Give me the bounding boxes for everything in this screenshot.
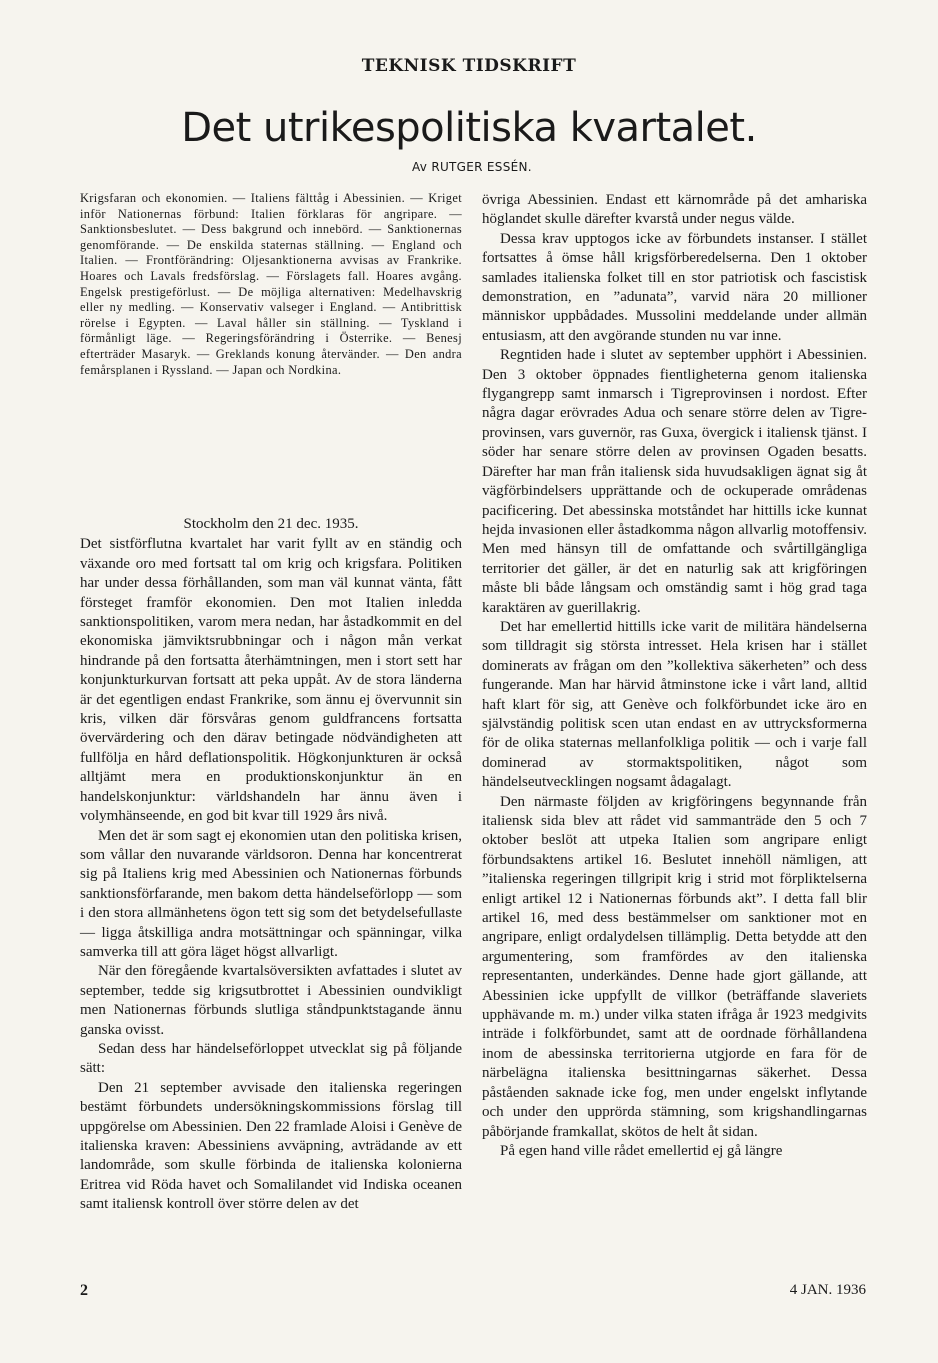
paragraph: Det har emellertid hittills icke varit de militära händelserna som tilldragit sig största intresset. Hela krisen har i stället dominerats av frågan om den ”kollektiva säkerheten” och dess fungerande. Man har härvid åtminstone icke i vårt land, alltid haft klart för sig, att Genève och folkförbundet icke äro en självständig politisk scen utan endast en av uttrycksformerna för de olika staternas mellanfolkliga politik — och i varje fall dominerad av stormaktspolitiken, något som händelseutvecklingen nogsamt ådagalagt. [482,618,867,791]
paragraph: Den 21 september avvisade den italienska regeringen bestämt förbundets undersökningskommissions förslag till uppgörelse om Abessinien. Den 22 framlade Aloisi i Genève de italienska kraven: Abessiniens avväpning, avträdande av ett landområde, som skulle förbinda de italienska kolonierna Eritrea vid Röda havet och Somalilandet vid Indiska oceanen samt italiensk kontroll över större delen av det [80,1079,462,1213]
paragraph: övriga Abessinien. Endast ett kärnområde på det amhariska höglandet skulle därefter kvarstå under negus välde. [482,192,867,228]
paragraph: Regntiden hade i slutet av september upphört i Abessinien. Den 3 oktober öppnades fientligheterna genom italienska flygangrepp samt inmarsch i Tigreprovinsen i nordost. Efter några dagar erövrades Adua och senare större delen av Tigre-provinsen, vars guvernör, ras Guxa, övergick i italiensk tjänst. I söder har senare större delen av provinsen Ogaden besatts. Därefter har man från italiensk sida huvudsakligen ägnat sig åt vägförbindelsers upprättande och de ockuperade områdenas pacificering. Det abessinska motståndet har hittills icke kunnat hejda invasionen eller åstadkomma någon allvarlig motoffensiv. Men med hänsyn till de omfattande och svårtillgängliga territorier det gäller, är det en naturlig sak att krigföringen måste bli både långsam och omständig samt i hög grad taga karaktären av guerillakrig. [482,347,867,616]
paragraph: Men det är som sagt ej ekonomien utan den politiska krisen, som vållar den nuvarande världsoron. Denna har koncentrerat sig på Italiens krig med Abessinien och Nationernas förbunds sanktionsförfarande, men bakom detta händelseförlopp — som i den stora allmänhetens ögon tett sig som det betydelsefullaste — ligga åtskilliga andra motsättningar och spänningar, vilka samverka till att göra läget högst allvarligt. [80,827,462,960]
masthead: TEKNISK TIDSKRIFT [361,56,577,76]
paragraph: Sedan dess har händelseförloppet utvecklat sig på följande sätt: [80,1040,462,1077]
byline: Av RUTGER ESSÉN. [412,160,532,174]
page-number: 2 [80,1282,88,1299]
paragraph: Det sistförflutna kvartalet har varit fyllt av en ständig och växande oro med fortsatt tal om krig och krigsfara. Politiken har under dessa förhållanden, som man väl kunnat vänta, fått försteget framför ekonomien. Den mot Italien inledda sanktionspolitiken, varom mera nedan, har åstadkommit en del ekonomiska jämviktsrubbningar och i någon mån verkat hindrande på den fortsatta återhämtningen, men i stort sett har konjunkturkurvan fortsatt att peka uppåt. Av de stora länderna är det egentligen endast Frankrike, som ännu ej övervunnit sin kris, vilken där försvåras genom guldfrancens fortsatta övervärdering och den därav betingade nödvändigheten att fullfölja en hård deflationspolitik. Högkonjunkturen är också alltjämt mera en produktionskonjunktur än en handelskonjunktur: världshandeln har ännu även i volymhänseende, en god bit kvar till 1929 års nivå. [80,536,462,825]
paragraph: Den närmaste följden av krigföringens begynnande från italiensk sida blev att rådet vid sammanträde den 5 och 7 oktober beslöt att utpeka Italien som angripare enligt förbundsaktens artikel 16. Beslutet innehöll nämligen, att ”italienska regeringen tillgripit krig i strid mot förpliktelserna enligt artikel 12 i Nationernas förbunds akt”. I detta fall blir artikel 16, med dess bestämmelser om sanktioner mot en angripare, enligt ordalydelsen tillämplig. Detta betydde att den argumentering, som framfördes av den italienska representanten, underkändes. Denne hade gjort gällande, att Abessinien icke uppfyllt de villkor (beträffande slaveriets upphävande m. m.) under vilka staten ifråga år 1923 medgivits inträde i folkförbundet, samt att de oordnade förhållandena inom de abessinska territorierna utgjorde en fara för de närbelägna italienska besittningarnas säkerhet. Dessa påståenden saknade icke fog, men under engelskt inflytande och under den upprörda stämning, som krigshandlingarnas påbörjande framkallat, skötos de helt åt sidan. [482,793,867,1140]
dateline: Stockholm den 21 dec. 1935. [183,516,359,532]
article-title: Det utrikespolitiska kvartalet. [181,105,757,151]
article-summary: Krigsfaran och ekonomien. — Italiens fälttåg i Abessinien. — Kriget inför Nationernas förbund: Italien förklaras för angripare. — Sanktionsbeslutet. — Dess bakgrund och innebörd. — Sanktionernas genomförande. — De enskilda staternas ställning. — England och Italien. — Frontförändring: Oljesanktionerna avvisas av Frankrike. Hoares och Lavals fredsförslag. — Förslagets fall. Hoares avgång. Engelsk prestigeförlust. — De möjliga alternativen: Medelhavskrig eller ny medling. — Konservativ valseger i England. — Antibrittisk rörelse i Egypten. — Laval håller sin ställning. — Tyskland i förmånligt läge. — Regeringsförändring i Österrike. — Benesj efterträder Masaryk. — Greklands konung återvänder. — Den andra femårsplanen i Ryssland. — Japan och Nordkina. [80,191,462,377]
left-column [80,515,462,1215]
paragraph: När den föregående kvartalsöversikten avfattades i slutet av september, tedde sig krigsutbrottet i Abessinien oundvikligt men Nationernas förbunds slutliga ståndpunktstagande ännu ganska ovisst. [80,963,462,1038]
issue-date: 4 JAN. 1936 [789,1282,866,1298]
right-column [482,191,867,1161]
paragraph: Dessa krav upptogos icke av förbundets instanser. I stället fortsattes å ömse håll krigsförberedelserna. Den 1 oktober samlades italienska folket till en stor patriotisk och fascistisk demonstration, en ”adunata”, varvid nära 20 millioner människor uppbådades. Mussolini meddelande under allmän entusiasm, att den avgörande stunden nu var inne. [482,230,867,344]
paragraph: På egen hand ville rådet emellertid ej gå längre [500,1142,783,1159]
